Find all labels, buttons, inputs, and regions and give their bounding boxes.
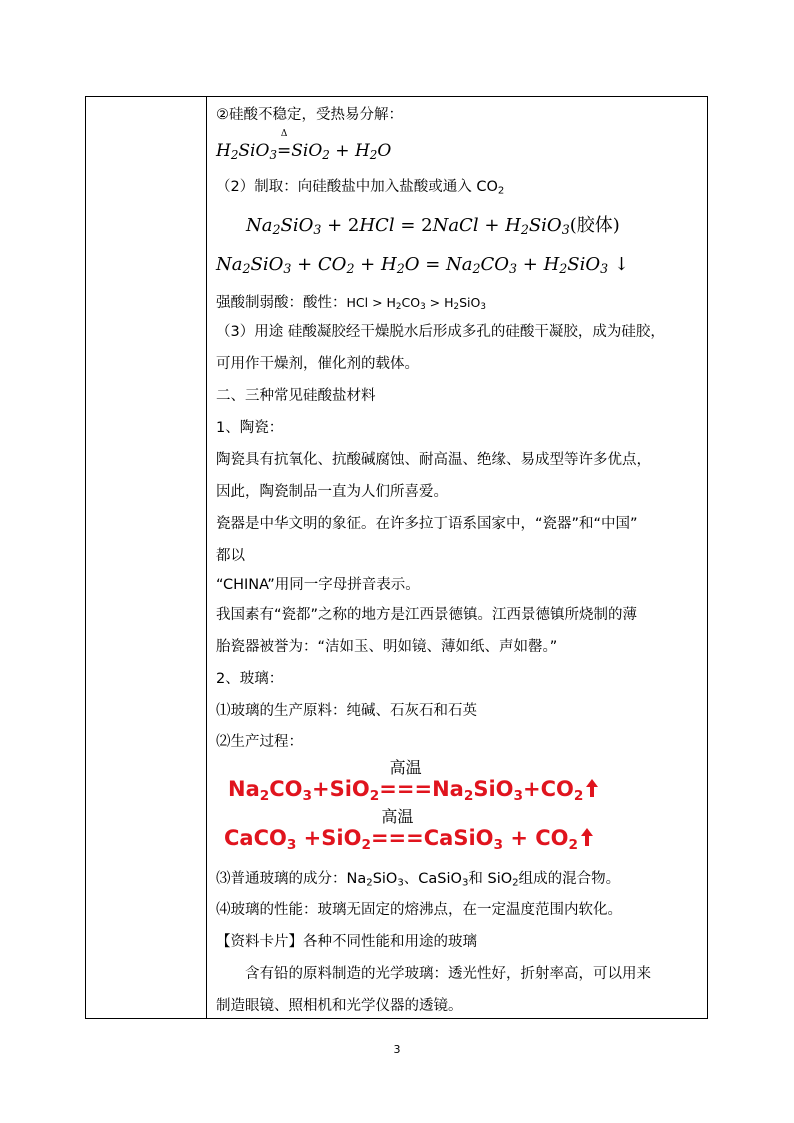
text-line: “CHINA”用同一字母拼音表示。 <box>216 577 420 593</box>
text-line: 1、陶瓷： <box>216 420 284 436</box>
resource-card-heading: 【资料卡片】各种不同性能和用途的玻璃 <box>216 934 477 950</box>
text-line: ⑷玻璃的性能：玻璃无固定的熔沸点，在一定温度范围内软化。 <box>216 902 622 918</box>
text-line: 强酸制弱酸：酸性：HCl > $H_2CO_3 > H_2SiO_3$ <box>216 295 486 313</box>
equation-silicic-decomposition: $H_2SiO_3$ Δ $=SiO_2 + H_2O$ <box>216 129 392 162</box>
equation-glass-sodium-carbonate: $Na_2CO_3+SiO_2$ 高温 $===Na_2SiO_3+CO_2$ <box>228 777 599 803</box>
text-line: 可用作干燥剂，催化剂的载体。 <box>216 356 419 372</box>
text-line: 瓷器是中华文明的象征。在许多拉丁语系国家中，“瓷器”和“中国” <box>216 516 638 532</box>
text-line: （3）用途 硅酸凝胶经干燥脱水后形成多孔的硅酸干凝胶，成为硅胶， <box>216 324 665 340</box>
text-line: 含有铅的原料制造的光学玻璃：透光性好，折射率高，可以用来 <box>216 966 651 982</box>
text-line: 制造眼镜、照相机和光学仪器的透镜。 <box>216 998 463 1014</box>
text-line: 因此，陶瓷制品一直为人们所喜爱。 <box>216 484 448 500</box>
left-column-cell <box>86 97 207 1018</box>
section-heading: 二、三种常见硅酸盐材料 <box>216 388 376 404</box>
text-line: ②硅酸不稳定，受热易分解： <box>216 107 403 123</box>
text-line: 2、玻璃： <box>216 671 284 687</box>
condition-high-temp: 高温 <box>389 758 422 777</box>
text-line: 胎瓷器被誉为：“洁如玉、明如镜、薄如纸、声如罄。” <box>216 639 558 655</box>
text-line: 我国素有“瓷都”之称的地方是江西景德镇。江西景德镇所烧制的薄 <box>216 607 638 623</box>
text-line: （2）制取：向硅酸盐中加入盐酸或通入 $CO_2$ <box>216 179 505 197</box>
text-line: ⑴玻璃的生产原料：纯碱、石灰石和石英 <box>216 703 477 719</box>
text-line: 都以 <box>216 548 245 564</box>
equation-sodium-silicate-co2: $Na_2SiO_3 + CO_2 + H_2O = Na_2CO_3 + H_2SiO_3$ ↓ <box>216 254 629 277</box>
gas-up-arrow-icon <box>580 827 594 852</box>
text-line: ⑶普通玻璃的成分：$Na_2SiO_3$、CaSiO$_3$和 SiO$_2$组成的混合物。 <box>216 871 621 889</box>
text-line: ⑵生产过程： <box>216 734 303 750</box>
gas-up-arrow-icon <box>585 778 599 803</box>
equation-sodium-silicate-hcl: $Na_2SiO_3 + 2HCl$ = 2NaCl + $H_2SiO_3$(胶体) <box>246 215 620 238</box>
equation-glass-calcium-carbonate: CaCO$_3$ +SiO$_2$ 高温 ===CaSiO$_3$ + $CO_2$ <box>224 826 594 852</box>
text-line: 陶瓷具有抗氧化、抗酸碱腐蚀、耐高温、绝缘、易成型等许多优点， <box>216 452 651 468</box>
page-number: 3 <box>393 1043 401 1056</box>
condition-high-temp: 高温 <box>381 807 414 826</box>
content-table <box>85 96 708 1019</box>
